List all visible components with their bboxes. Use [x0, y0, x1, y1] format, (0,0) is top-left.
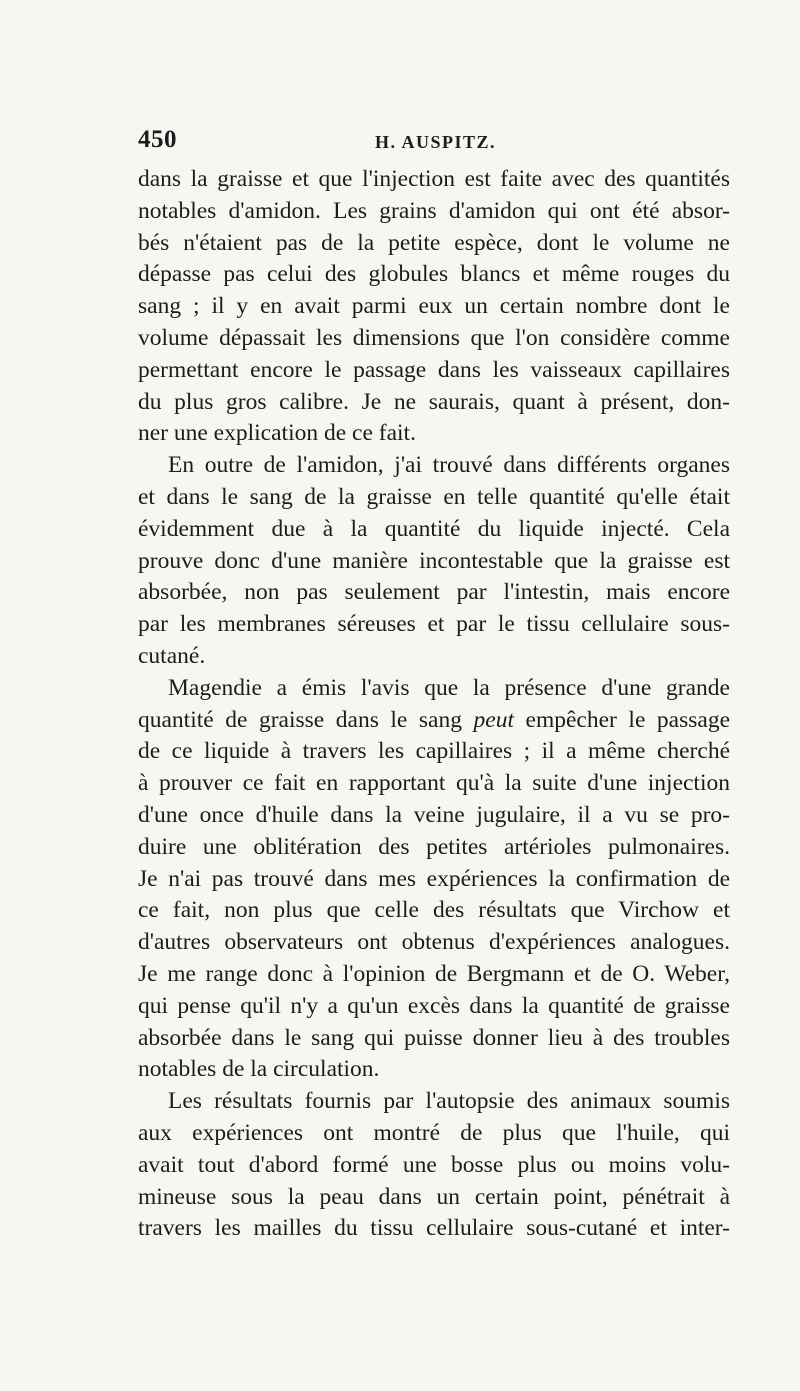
- text-line: à prouver ce fait en rapportant qu'à la suite d'une injection: [138, 770, 730, 797]
- paragraph-3: [138, 673, 730, 1086]
- text-line: aux expériences ont montré de plus que l'huile, qui: [138, 1119, 730, 1146]
- page-number: 450: [138, 126, 177, 153]
- text-line: volume dépassait les dimensions que l'on considère comme: [138, 324, 730, 351]
- paragraph-4: [138, 1086, 730, 1245]
- text-line: ce fait, non plus que celle des résultats que Virchow et: [138, 897, 730, 924]
- text-line: ner une explication de ce fait.: [138, 420, 416, 447]
- page-header: [138, 126, 730, 166]
- text-line: d'autres observateurs ont obtenus d'expériences analogues.: [138, 929, 730, 956]
- text-line: qui pense qu'il n'y a qu'un excès dans la quantité de graisse: [138, 992, 730, 1019]
- text-line: par les membranes séreuses et par le tissu cellulaire sous-: [138, 611, 730, 638]
- text-line: En outre de l'amidon, j'ai trouvé dans différents organes: [168, 452, 730, 479]
- text-line: Magendie a émis l'avis que la présence d'une grande: [168, 674, 730, 701]
- text-line: évidemment due à la quantité du liquide injecté. Cela: [138, 515, 730, 542]
- emphasis-word: peut: [473, 706, 514, 733]
- text-line: absorbée, non pas seulement par l'intestin, mais encore: [138, 579, 730, 606]
- text-line: notables d'amidon. Les grains d'amidon qui ont été absor-: [138, 197, 730, 224]
- text-line: travers les mailles du tissu cellulaire sous-cutané et inter-: [138, 1215, 730, 1242]
- text-line: permettant encore le passage dans les vaisseaux capillaires: [138, 356, 730, 383]
- paragraph-2: [138, 450, 730, 673]
- text-line: duire une oblitération des petites artérioles pulmonaires.: [138, 833, 730, 860]
- text-line: absorbée dans le sang qui puisse donner lieu à des troubles: [138, 1024, 730, 1051]
- text-line: mineuse sous la peau dans un certain point, pénétrait à: [138, 1183, 730, 1210]
- text-line: dans la graisse et que l'injection est faite avec des quantités: [138, 166, 730, 192]
- text-line: sang ; il y en avait parmi eux un certain nombre dont le: [138, 293, 730, 320]
- running-head: H. AUSPITZ.: [375, 132, 497, 152]
- text-line: d'une once d'huile dans la veine jugulaire, il a vu se pro-: [138, 801, 730, 828]
- text-line: Les résultats fournis par l'autopsie des animaux soumis: [168, 1088, 730, 1115]
- text-segment: quantité de graisse dans le sang: [138, 706, 462, 733]
- text-line: notables de la circulation.: [138, 1056, 380, 1083]
- text-line: Je n'ai pas trouvé dans mes expériences la confirmation de: [138, 865, 730, 892]
- text-line: prouve donc d'une manière incontestable que la graisse est: [138, 547, 730, 574]
- text-line: cutané.: [138, 642, 206, 669]
- text-line: de ce liquide à travers les capillaires ; il a même cherché: [138, 738, 730, 765]
- text-line: du plus gros calibre. Je ne saurais, quant à présent, don-: [138, 388, 730, 415]
- text-line: Je me range donc à l'opinion de Bergmann et de O. Weber,: [138, 960, 730, 987]
- paragraph-1: [138, 164, 730, 450]
- body-text: [138, 164, 730, 1245]
- text-line: avait tout d'abord formé une bosse plus ou moins volu-: [138, 1151, 730, 1178]
- text-line: et dans le sang de la graisse en telle quantité qu'elle était: [138, 483, 730, 510]
- text-segment: empêcher le passage: [525, 706, 731, 733]
- text-line-with-emphasis: [138, 705, 730, 737]
- text-line: dépasse pas celui des globules blancs et même rouges du: [138, 261, 730, 288]
- text-line: bés n'étaient pas de la petite espèce, dont le volume ne: [138, 229, 730, 256]
